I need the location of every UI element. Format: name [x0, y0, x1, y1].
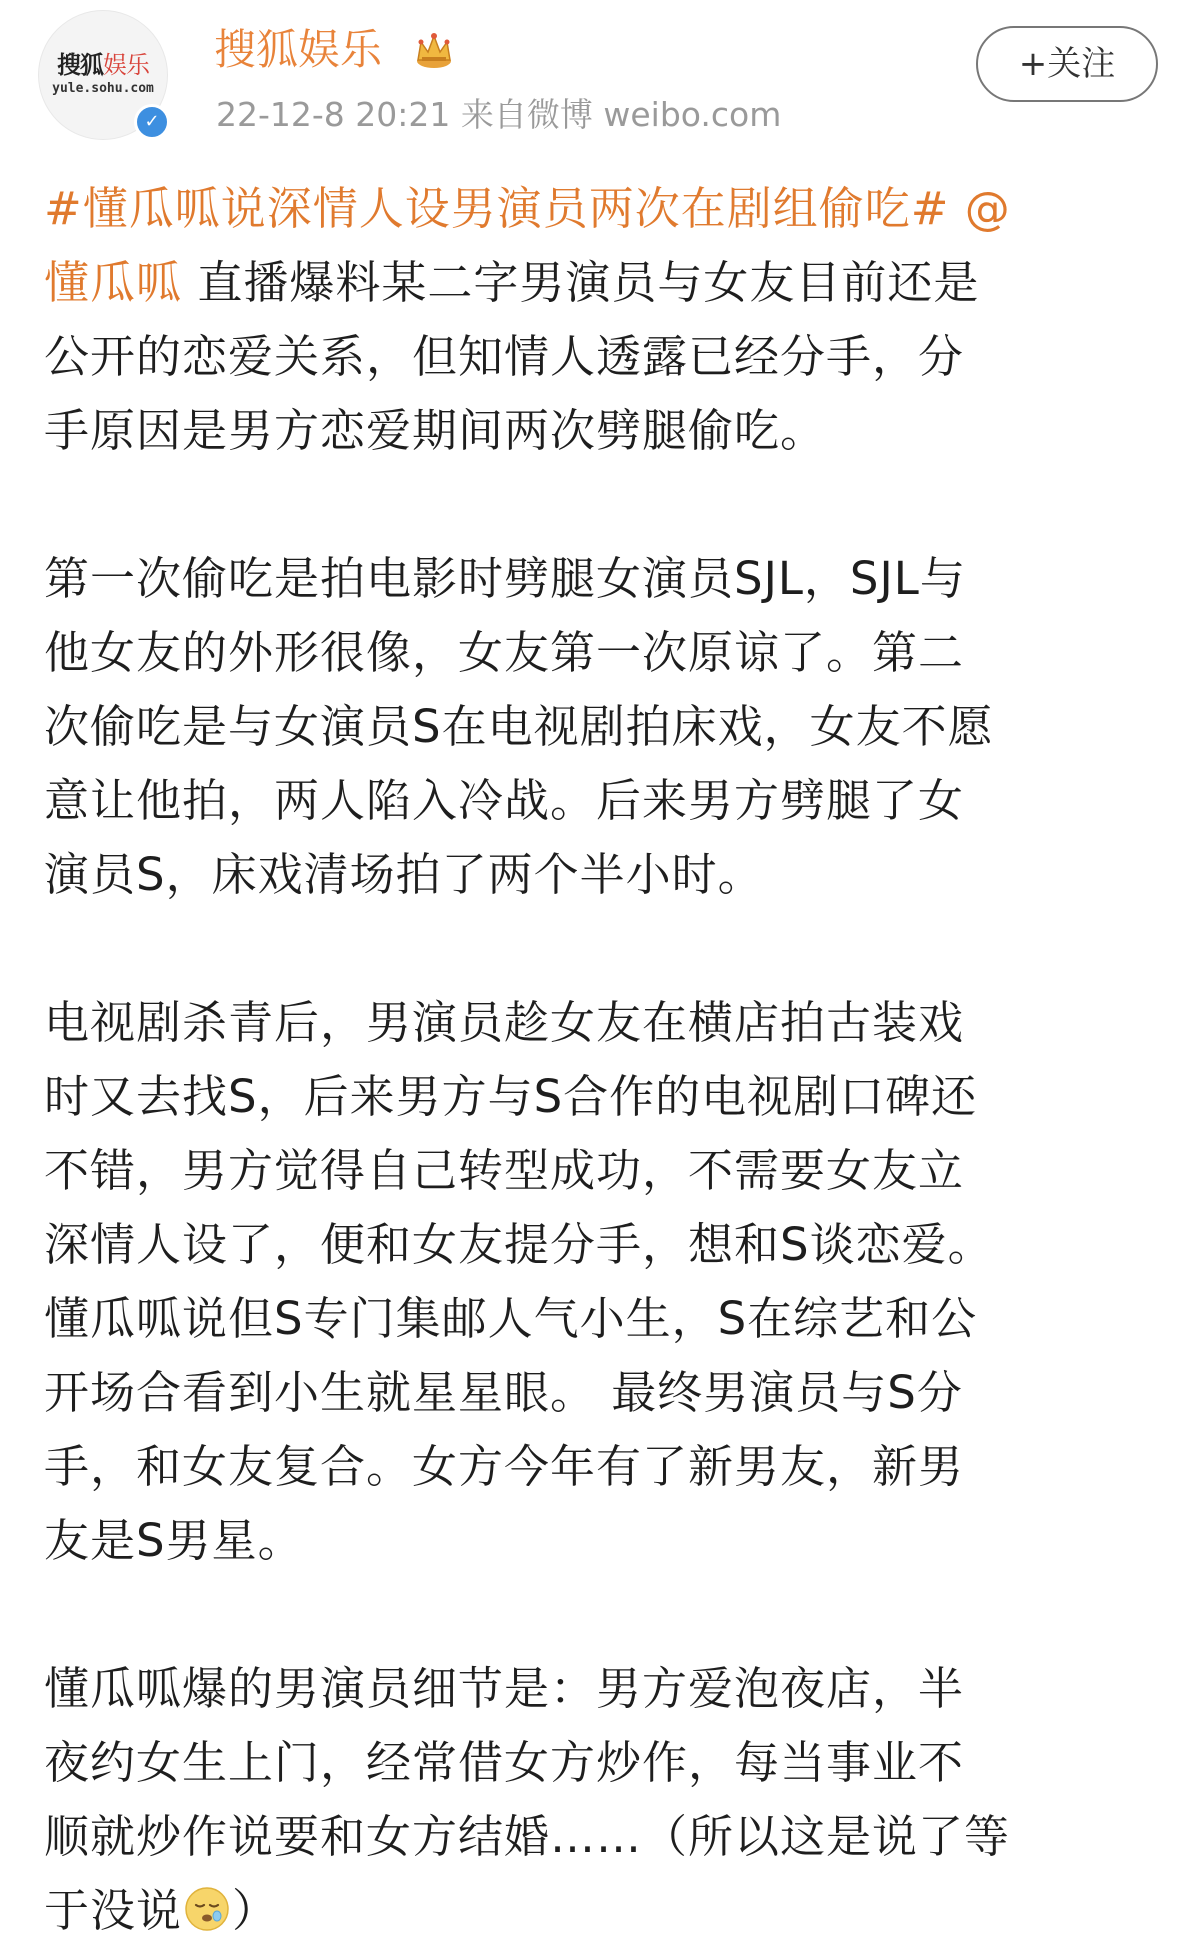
text-line: 电视剧杀青后，男演员趁女友在横店拍古装戏	[44, 996, 965, 1049]
crown-icon	[412, 30, 456, 70]
mention-link[interactable]: 懂瓜呱	[44, 256, 183, 309]
text-line	[44, 246, 1162, 320]
text-line	[44, 1874, 1162, 1948]
text-line: 深情人设了，便和女友提分手，想和S谈恋爱。	[44, 1218, 994, 1271]
paragraph-3	[44, 986, 1162, 1578]
text-line: 演员S，床戏清场拍了两个半小时。	[44, 848, 764, 901]
avatar-logo-domain: yule.sohu.com	[52, 81, 154, 96]
text-line: 时又去找S，后来男方与S合作的电视剧口碑还	[44, 1070, 978, 1123]
paragraph-1	[44, 172, 1162, 468]
text-segment: 直播爆料某二字男演员与女友目前还是	[182, 256, 980, 309]
text-segment: 于没说	[44, 1884, 183, 1937]
paragraph-2	[44, 542, 1162, 912]
text-line: 懂瓜呱说但S专门集邮人气小生，S在综艺和公	[44, 1292, 978, 1345]
text-line: 次偷吃是与女演员S在电视剧拍床戏，女友不愿	[44, 700, 994, 753]
post-meta: 22-12-8 20:21 来自微博 weibo.com	[216, 95, 782, 134]
text-line: 他女友的外形很像，女友第一次原谅了。第二	[44, 626, 965, 679]
verified-badge-icon: ✓	[134, 104, 170, 140]
text-line: 第一次偷吃是拍电影时劈腿女演员SJL，SJL与	[44, 552, 966, 605]
post-content	[44, 172, 1162, 1948]
account-name[interactable]: 搜狐娱乐	[214, 25, 383, 74]
text-line: 友是S男星。	[44, 1514, 304, 1567]
text-line: 开场合看到小生就星星眼。 最终男演员与S分	[44, 1366, 963, 1419]
avatar-logo-text: 搜狐娱乐	[57, 51, 149, 79]
follow-button[interactable]: +关注	[976, 26, 1158, 102]
hashtag-link[interactable]: #懂瓜呱说深情人设男演员两次在剧组偷吃# @	[44, 182, 1011, 235]
text-line: 懂瓜呱爆的男演员细节是：男方爱泡夜店，半	[44, 1662, 965, 1715]
sleepy-face-icon	[184, 1886, 230, 1932]
text-line: 手原因是男方恋爱期间两次劈腿偷吃。	[44, 404, 827, 457]
text-line: 不错，男方觉得自己转型成功，不需要女友立	[44, 1144, 965, 1197]
text-line: 意让他拍，两人陷入冷战。后来男方劈腿了女	[44, 774, 965, 827]
text-line: 夜约女生上门，经常借女方炒作，每当事业不	[44, 1736, 965, 1789]
paragraph-4	[44, 1652, 1162, 1948]
text-line: 手，和女友复合。女方今年有了新男友，新男	[44, 1440, 965, 1493]
text-line: 公开的恋爱关系，但知情人透露已经分手，分	[44, 330, 965, 383]
post-header	[0, 0, 1200, 150]
text-segment: ）	[232, 1884, 279, 1937]
text-line: 顺就炒作说要和女方结婚……（所以这是说了等	[44, 1810, 1011, 1863]
